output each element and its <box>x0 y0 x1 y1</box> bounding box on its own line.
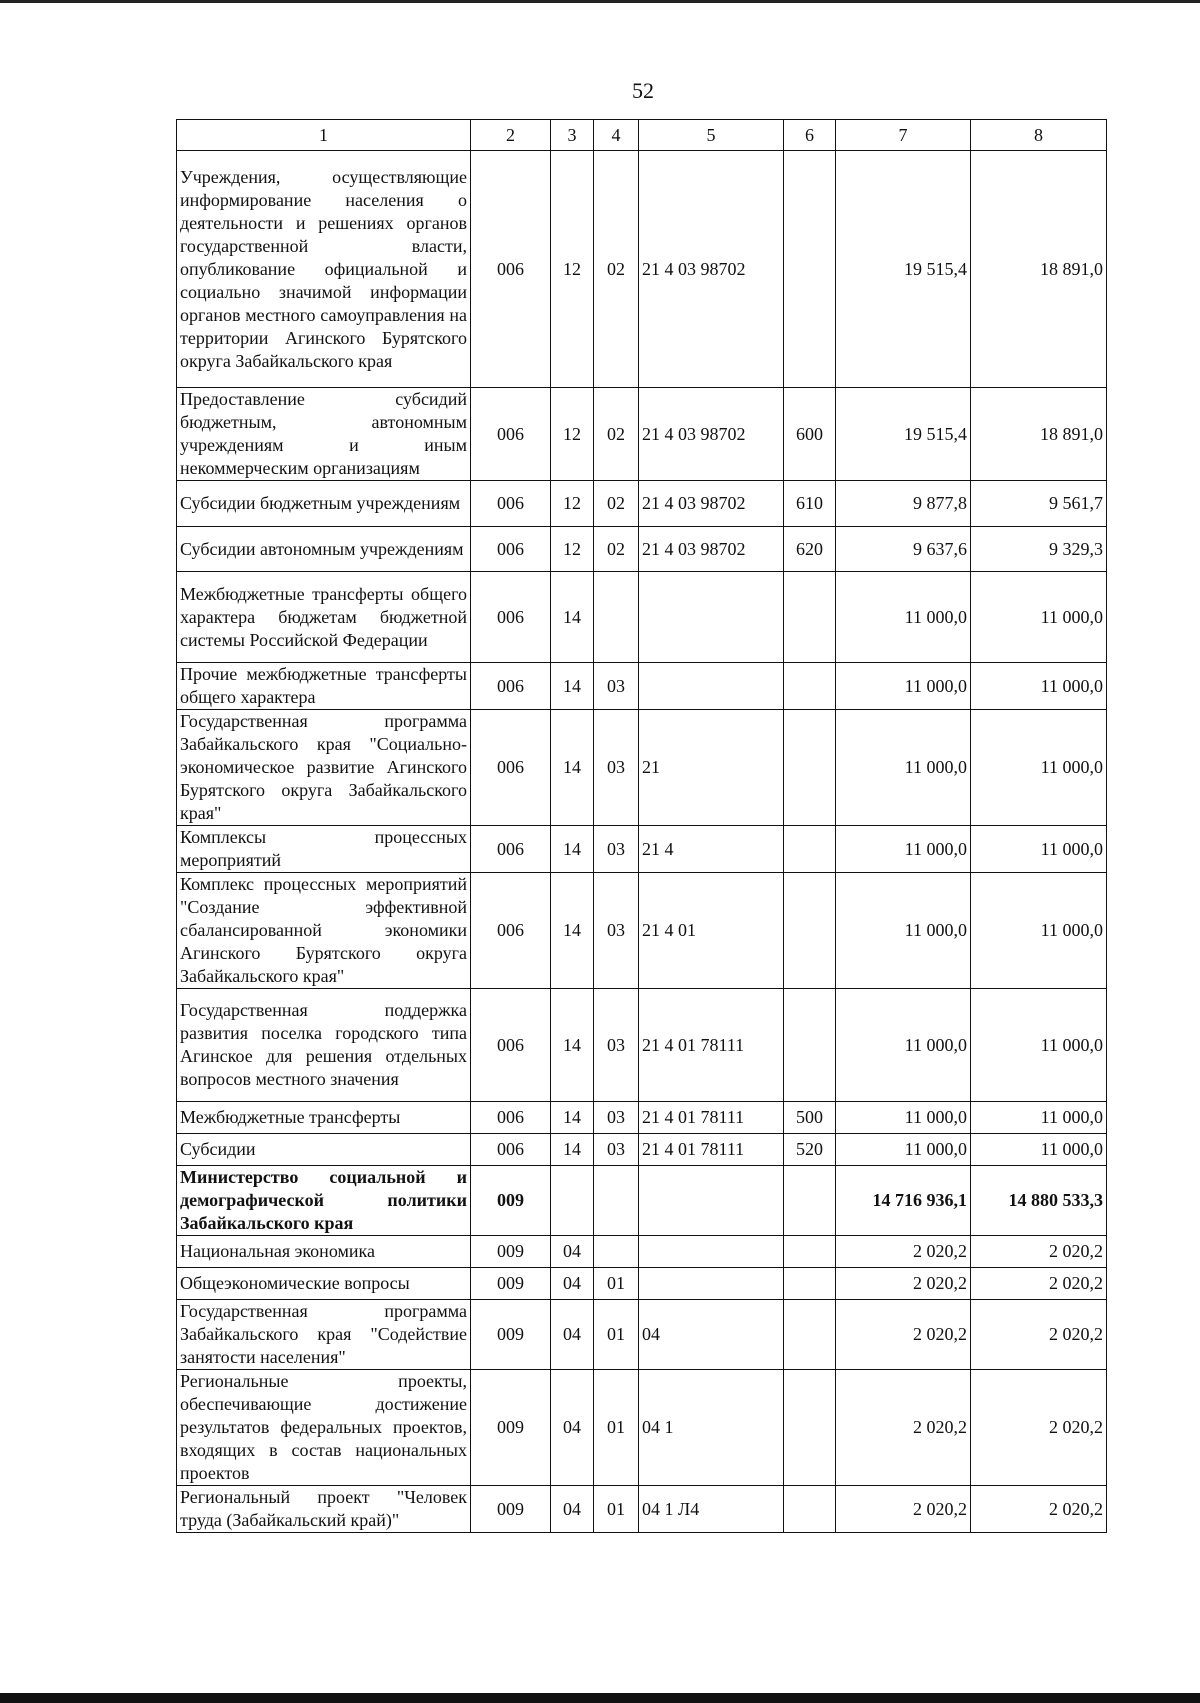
target-article-code <box>639 1166 784 1236</box>
amount-column-7: 11 000,0 <box>836 1102 971 1134</box>
expense-kind-code <box>784 826 836 873</box>
ministry-code: 006 <box>471 826 551 873</box>
section-code: 12 <box>551 481 594 527</box>
top-border-line <box>0 0 1200 3</box>
row-name: Региональные проекты, обеспечивающие достижение результатов федеральных проектов, входящих в состав национальных проектов <box>177 1370 471 1486</box>
table-row <box>177 1236 1107 1268</box>
ministry-code: 006 <box>471 481 551 527</box>
section-code: 12 <box>551 388 594 481</box>
amount-column-8: 11 000,0 <box>971 572 1107 663</box>
amount-column-8: 11 000,0 <box>971 873 1107 989</box>
amount-column-8: 2 020,2 <box>971 1268 1107 1300</box>
ministry-code: 006 <box>471 710 551 826</box>
column-header: 3 <box>551 120 594 151</box>
subsection-code <box>594 1166 639 1236</box>
column-header: 5 <box>639 120 784 151</box>
row-name: Государственная поддержка развития поселка городского типа Агинское для решения отдельных вопросов местного значения <box>177 989 471 1102</box>
ministry-code: 006 <box>471 572 551 663</box>
ministry-code: 009 <box>471 1370 551 1486</box>
subsection-code: 02 <box>594 527 639 572</box>
target-article-code: 21 4 01 78111 <box>639 989 784 1102</box>
expense-kind-code: 610 <box>784 481 836 527</box>
target-article-code: 21 4 03 98702 <box>639 388 784 481</box>
table-row <box>177 873 1107 989</box>
amount-column-7: 9 877,8 <box>836 481 971 527</box>
row-name: Субсидии бюджетным учреждениям <box>177 481 471 527</box>
expense-kind-code <box>784 1268 836 1300</box>
column-header: 7 <box>836 120 971 151</box>
amount-column-8: 11 000,0 <box>971 1134 1107 1166</box>
expense-kind-code <box>784 1236 836 1268</box>
table-row <box>177 1486 1107 1533</box>
table-row <box>177 1268 1107 1300</box>
amount-column-7: 14 716 936,1 <box>836 1166 971 1236</box>
section-code: 12 <box>551 151 594 388</box>
row-name: Комплексы процессных мероприятий <box>177 826 471 873</box>
subsection-code: 03 <box>594 1102 639 1134</box>
table-row <box>177 710 1107 826</box>
subsection-code: 03 <box>594 710 639 826</box>
amount-column-7: 11 000,0 <box>836 989 971 1102</box>
target-article-code: 04 1 Л4 <box>639 1486 784 1533</box>
section-code: 04 <box>551 1236 594 1268</box>
target-article-code: 04 <box>639 1300 784 1370</box>
amount-column-8: 11 000,0 <box>971 1102 1107 1134</box>
row-name: Комплекс процессных мероприятий "Создание эффективной сбалансированной экономики Агинского Бурятского округа Забайкальского края" <box>177 873 471 989</box>
target-article-code: 21 4 03 98702 <box>639 481 784 527</box>
section-code: 04 <box>551 1370 594 1486</box>
section-code: 14 <box>551 663 594 710</box>
table-header-row <box>177 120 1107 151</box>
row-name: Межбюджетные трансферты <box>177 1102 471 1134</box>
section-code: 14 <box>551 572 594 663</box>
subsection-code: 01 <box>594 1370 639 1486</box>
table-row <box>177 572 1107 663</box>
section-code: 14 <box>551 1102 594 1134</box>
amount-column-8: 2 020,2 <box>971 1486 1107 1533</box>
target-article-code <box>639 1268 784 1300</box>
section-code: 14 <box>551 873 594 989</box>
expense-kind-code <box>784 1370 836 1486</box>
amount-column-7: 11 000,0 <box>836 663 971 710</box>
subsection-code: 02 <box>594 481 639 527</box>
subsection-code: 03 <box>594 826 639 873</box>
subsection-code <box>594 572 639 663</box>
section-code: 12 <box>551 527 594 572</box>
table-row <box>177 1300 1107 1370</box>
ministry-code: 006 <box>471 989 551 1102</box>
target-article-code: 21 4 01 78111 <box>639 1102 784 1134</box>
amount-column-7: 2 020,2 <box>836 1486 971 1533</box>
expense-kind-code <box>784 1486 836 1533</box>
subsection-code: 02 <box>594 388 639 481</box>
target-article-code: 21 <box>639 710 784 826</box>
row-name: Региональный проект "Человек труда (Забайкальский край)" <box>177 1486 471 1533</box>
amount-column-7: 11 000,0 <box>836 826 971 873</box>
amount-column-7: 2 020,2 <box>836 1370 971 1486</box>
target-article-code: 21 4 01 <box>639 873 784 989</box>
amount-column-8: 2 020,2 <box>971 1236 1107 1268</box>
subsection-code: 01 <box>594 1268 639 1300</box>
ministry-code: 006 <box>471 1102 551 1134</box>
amount-column-8: 2 020,2 <box>971 1300 1107 1370</box>
row-name: Учреждения, осуществляющие информирование населения о деятельности и решениях органов государственной власти, опубликование официальной и социально значимой информации органов местного самоуправления на территории Агинского Бурятского округа Забайкальского края <box>177 151 471 388</box>
section-code: 14 <box>551 826 594 873</box>
row-name: Субсидии автономным учреждениям <box>177 527 471 572</box>
amount-column-8: 18 891,0 <box>971 151 1107 388</box>
ministry-code: 009 <box>471 1300 551 1370</box>
ministry-code: 009 <box>471 1268 551 1300</box>
row-name: Национальная экономика <box>177 1236 471 1268</box>
bottom-border-bar <box>0 1693 1200 1703</box>
table-row <box>177 1102 1107 1134</box>
section-code: 14 <box>551 989 594 1102</box>
page-number: 52 <box>632 78 654 103</box>
table-row <box>177 663 1107 710</box>
column-header: 4 <box>594 120 639 151</box>
row-name: Министерство социальной и демографической политики Забайкальского края <box>177 1166 471 1236</box>
column-header: 8 <box>971 120 1107 151</box>
target-article-code <box>639 1236 784 1268</box>
ministry-code: 006 <box>471 873 551 989</box>
expense-kind-code <box>784 873 836 989</box>
section-code: 04 <box>551 1268 594 1300</box>
subsection-code <box>594 1236 639 1268</box>
table-row <box>177 989 1107 1102</box>
target-article-code: 04 1 <box>639 1370 784 1486</box>
amount-column-8: 18 891,0 <box>971 388 1107 481</box>
table-row <box>177 151 1107 388</box>
table-row <box>177 1370 1107 1486</box>
amount-column-7: 11 000,0 <box>836 572 971 663</box>
expense-kind-code <box>784 572 836 663</box>
expense-kind-code <box>784 710 836 826</box>
column-header: 2 <box>471 120 551 151</box>
row-name: Прочие межбюджетные трансферты общего характера <box>177 663 471 710</box>
expense-kind-code: 520 <box>784 1134 836 1166</box>
amount-column-7: 19 515,4 <box>836 151 971 388</box>
column-header: 1 <box>177 120 471 151</box>
amount-column-8: 9 561,7 <box>971 481 1107 527</box>
ministry-code: 009 <box>471 1236 551 1268</box>
row-name: Межбюджетные трансферты общего характера бюджетам бюджетной системы Российской Федерации <box>177 572 471 663</box>
subsection-code: 01 <box>594 1486 639 1533</box>
column-header: 6 <box>784 120 836 151</box>
expense-kind-code: 500 <box>784 1102 836 1134</box>
amount-column-7: 11 000,0 <box>836 710 971 826</box>
subsection-code: 03 <box>594 1134 639 1166</box>
amount-column-8: 11 000,0 <box>971 710 1107 826</box>
section-code: 04 <box>551 1300 594 1370</box>
subsection-code: 02 <box>594 151 639 388</box>
amount-column-8: 2 020,2 <box>971 1370 1107 1486</box>
amount-column-8: 9 329,3 <box>971 527 1107 572</box>
expense-kind-code: 600 <box>784 388 836 481</box>
expense-kind-code: 620 <box>784 527 836 572</box>
target-article-code <box>639 572 784 663</box>
row-name: Субсидии <box>177 1134 471 1166</box>
table-row <box>177 1134 1107 1166</box>
amount-column-8: 11 000,0 <box>971 663 1107 710</box>
subsection-code: 03 <box>594 663 639 710</box>
ministry-code: 006 <box>471 388 551 481</box>
section-code: 04 <box>551 1486 594 1533</box>
subsection-code: 03 <box>594 873 639 989</box>
amount-column-7: 9 637,6 <box>836 527 971 572</box>
expense-kind-code <box>784 1300 836 1370</box>
row-name: Общеэкономические вопросы <box>177 1268 471 1300</box>
amount-column-8: 11 000,0 <box>971 989 1107 1102</box>
ministry-code: 006 <box>471 663 551 710</box>
table-row <box>177 481 1107 527</box>
table-body <box>177 120 1107 1533</box>
target-article-code: 21 4 03 98702 <box>639 527 784 572</box>
ministry-code: 006 <box>471 1134 551 1166</box>
expense-kind-code <box>784 151 836 388</box>
ministry-code: 009 <box>471 1166 551 1236</box>
amount-column-7: 2 020,2 <box>836 1236 971 1268</box>
table-row <box>177 1166 1107 1236</box>
target-article-code: 21 4 01 78111 <box>639 1134 784 1166</box>
row-name: Государственная программа Забайкальского края "Содействие занятости населения" <box>177 1300 471 1370</box>
table-row <box>177 527 1107 572</box>
section-code: 14 <box>551 710 594 826</box>
expense-kind-code <box>784 1166 836 1236</box>
ministry-code: 006 <box>471 527 551 572</box>
amount-column-7: 19 515,4 <box>836 388 971 481</box>
expense-kind-code <box>784 663 836 710</box>
amount-column-7: 2 020,2 <box>836 1300 971 1370</box>
ministry-code: 009 <box>471 1486 551 1533</box>
target-article-code <box>639 663 784 710</box>
subsection-code: 01 <box>594 1300 639 1370</box>
amount-column-7: 2 020,2 <box>836 1268 971 1300</box>
row-name: Предоставление субсидий бюджетным, автономным учреждениям и иным некоммерческим организациям <box>177 388 471 481</box>
subsection-code: 03 <box>594 989 639 1102</box>
target-article-code: 21 4 <box>639 826 784 873</box>
table-row <box>177 388 1107 481</box>
section-code <box>551 1166 594 1236</box>
table-row <box>177 826 1107 873</box>
budget-table <box>176 119 1107 1533</box>
expense-kind-code <box>784 989 836 1102</box>
amount-column-8: 11 000,0 <box>971 826 1107 873</box>
section-code: 14 <box>551 1134 594 1166</box>
amount-column-8: 14 880 533,3 <box>971 1166 1107 1236</box>
amount-column-7: 11 000,0 <box>836 1134 971 1166</box>
target-article-code: 21 4 03 98702 <box>639 151 784 388</box>
amount-column-7: 11 000,0 <box>836 873 971 989</box>
row-name: Государственная программа Забайкальского края "Социально-экономическое развитие Агинского Бурятского округа Забайкальского края" <box>177 710 471 826</box>
ministry-code: 006 <box>471 151 551 388</box>
